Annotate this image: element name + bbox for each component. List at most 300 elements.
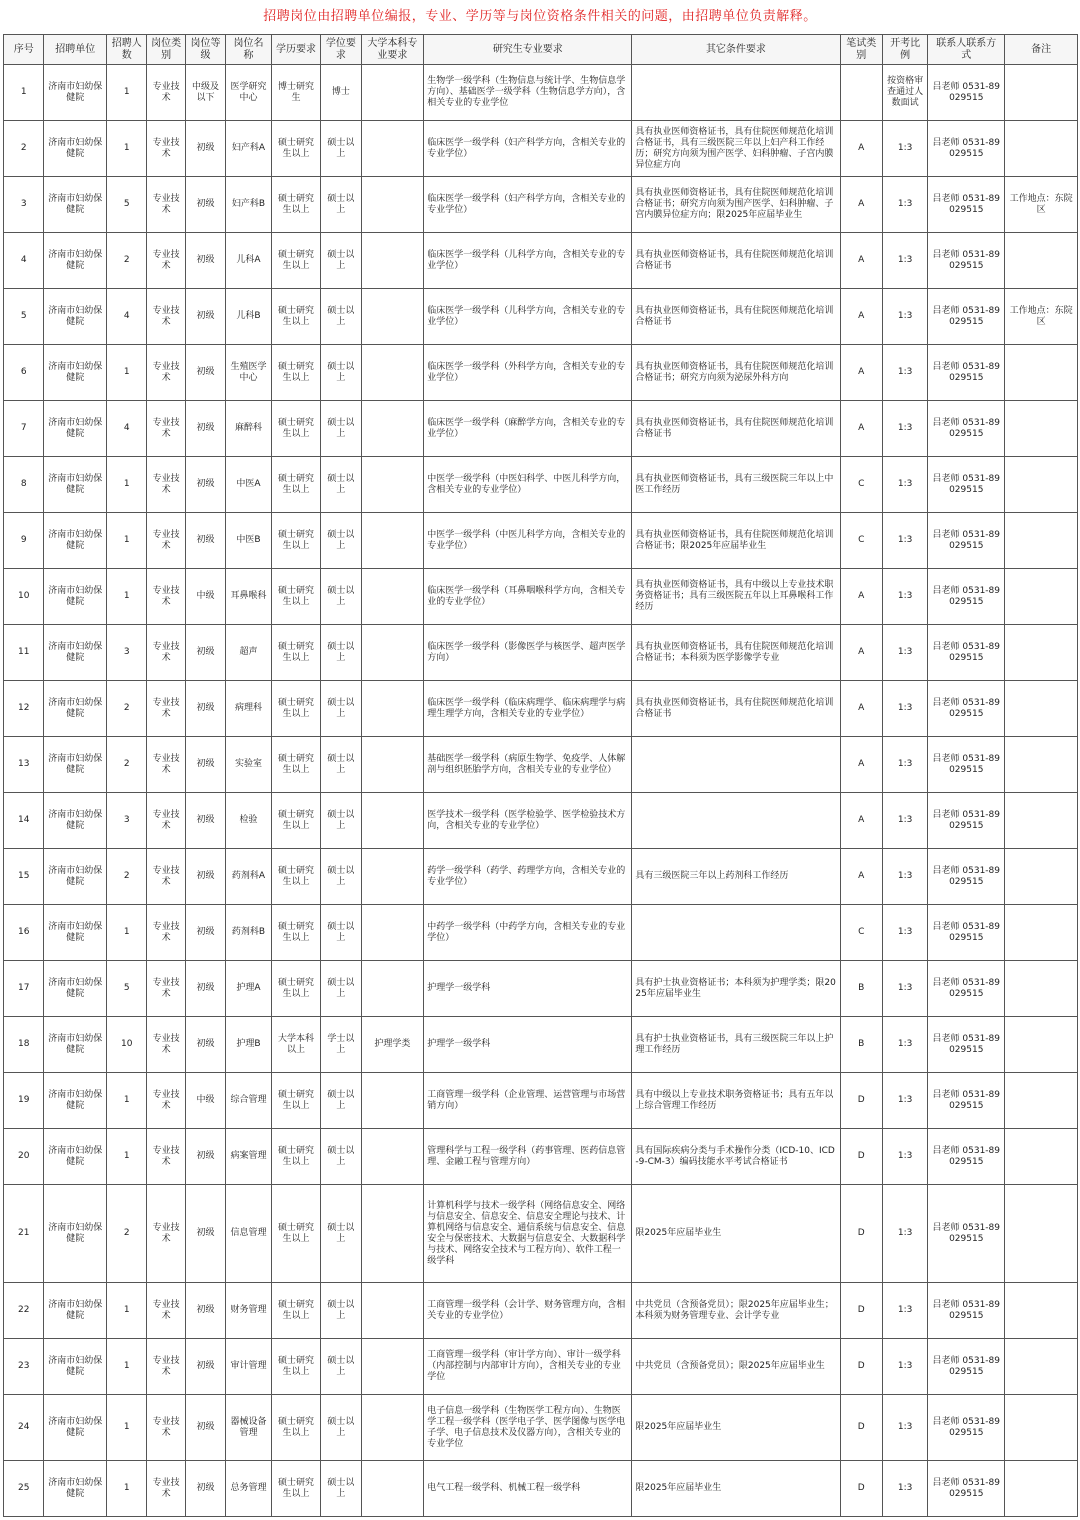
col-grade-cell: 初级	[185, 1129, 225, 1185]
col-remark-cell	[1005, 849, 1078, 905]
col-index-cell: 4	[4, 233, 44, 289]
col-degree-cell: 硕士以上	[321, 289, 361, 345]
col-unit-cell: 济南市妇幼保健院	[44, 569, 107, 625]
col-ratio-cell: 1:3	[882, 177, 927, 233]
col-exam-type-cell: C	[840, 513, 882, 569]
col-remark-cell	[1005, 457, 1078, 513]
col-contact-cell: 吕老师 0531-89029515	[928, 737, 1005, 793]
col-contact-cell: 吕老师 0531-89029515	[928, 1185, 1005, 1283]
col-category-cell: 专业技术	[147, 457, 185, 513]
col-contact-cell: 吕老师 0531-89029515	[928, 961, 1005, 1017]
col-contact-cell: 吕老师 0531-89029515	[928, 177, 1005, 233]
col-unit-header: 招聘单位	[44, 35, 107, 65]
col-undergrad-major-cell	[361, 737, 424, 793]
col-contact-cell: 吕老师 0531-89029515	[928, 849, 1005, 905]
col-undergrad-major-cell	[361, 849, 424, 905]
col-degree-cell: 硕士以上	[321, 569, 361, 625]
col-category-cell: 专业技术	[147, 1461, 185, 1517]
col-degree-cell: 硕士以上	[321, 345, 361, 401]
col-ratio-cell: 1:3	[882, 961, 927, 1017]
col-grade-cell: 初级	[185, 457, 225, 513]
table-row	[4, 233, 1078, 289]
table-row	[4, 345, 1078, 401]
col-ratio-cell: 1:3	[882, 1073, 927, 1129]
col-undergrad-major-cell	[361, 457, 424, 513]
col-unit-cell: 济南市妇幼保健院	[44, 401, 107, 457]
col-other-cell: 限2025年应届毕业生	[632, 1185, 840, 1283]
col-grade-cell: 初级	[185, 1395, 225, 1461]
col-count-cell: 2	[107, 737, 147, 793]
col-grad-major-cell: 护理学一级学科	[424, 1017, 632, 1073]
col-remark-cell: 工作地点：东院区	[1005, 177, 1078, 233]
table-row	[4, 177, 1078, 233]
col-exam-type-cell: A	[840, 233, 882, 289]
col-post-cell: 妇产科A	[226, 121, 271, 177]
col-exam-type-cell: D	[840, 1073, 882, 1129]
col-count-cell: 2	[107, 1185, 147, 1283]
col-unit-cell: 济南市妇幼保健院	[44, 345, 107, 401]
col-degree-cell: 硕士以上	[321, 1339, 361, 1395]
col-exam-type-cell: D	[840, 1283, 882, 1339]
col-ratio-header: 开考比例	[882, 35, 927, 65]
col-unit-cell: 济南市妇幼保健院	[44, 1283, 107, 1339]
col-contact-cell: 吕老师 0531-89029515	[928, 1283, 1005, 1339]
col-grad-major-cell: 计算机科学与技术一级学科（网络信息安全、网络与信息安全、信息安全、信息安全理论与技术、计算机网络与信息安全、通信系统与信息安全、信息安全与保密技术、大数据与信息安全、大数据科学与技术、网络安全技术与工程方向）、软件工程一级学科	[424, 1185, 632, 1283]
col-unit-cell: 济南市妇幼保健院	[44, 625, 107, 681]
col-other-cell: 具有执业医师资格证书，具有住院医师规范化培训合格证书	[632, 681, 840, 737]
col-grade-cell: 初级	[185, 625, 225, 681]
col-other-cell: 具有执业医师资格证书，具有住院医师规范化培训合格证书；限2025年应届毕业生	[632, 513, 840, 569]
col-grade-cell: 初级	[185, 1283, 225, 1339]
col-count-cell: 5	[107, 961, 147, 1017]
col-ratio-cell: 1:3	[882, 1461, 927, 1517]
col-ratio-cell: 1:3	[882, 1395, 927, 1461]
col-exam-type-cell: A	[840, 345, 882, 401]
col-degree-cell: 硕士以上	[321, 737, 361, 793]
col-other-cell: 具有中级以上专业技术职务资格证书；具有五年以上综合管理工作经历	[632, 1073, 840, 1129]
col-degree-cell: 硕士以上	[321, 961, 361, 1017]
col-index-cell: 9	[4, 513, 44, 569]
col-grad-major-cell: 基础医学一级学科（病原生物学、免疫学、人体解剖与组织胚胎学方向，含相关专业的专业学位）	[424, 737, 632, 793]
col-post-cell: 中医B	[226, 513, 271, 569]
col-index-cell: 8	[4, 457, 44, 513]
col-grad-major-cell: 临床医学一级学科（儿科学方向，含相关专业的专业学位）	[424, 233, 632, 289]
col-post-cell: 中医A	[226, 457, 271, 513]
col-grade-cell: 中级及以下	[185, 65, 225, 121]
col-grad-major-cell: 临床医学一级学科（耳鼻咽喉科学方向，含相关专业的专业学位）	[424, 569, 632, 625]
col-remark-cell	[1005, 345, 1078, 401]
table-row	[4, 1185, 1078, 1283]
col-ratio-cell: 1:3	[882, 233, 927, 289]
col-education-cell: 硕士研究生以上	[271, 121, 321, 177]
col-degree-cell: 硕士以上	[321, 1129, 361, 1185]
col-post-cell: 药剂科A	[226, 849, 271, 905]
col-index-cell: 2	[4, 121, 44, 177]
col-ratio-cell: 1:3	[882, 289, 927, 345]
col-exam-type-header: 笔试类别	[840, 35, 882, 65]
col-exam-type-cell: D	[840, 1395, 882, 1461]
col-degree-cell: 硕士以上	[321, 177, 361, 233]
col-degree-cell: 硕士以上	[321, 1283, 361, 1339]
col-degree-header: 学位要求	[321, 35, 361, 65]
col-grade-cell: 初级	[185, 121, 225, 177]
col-index-cell: 22	[4, 1283, 44, 1339]
col-degree-cell: 硕士以上	[321, 681, 361, 737]
col-other-cell: 具有护士执业资格证书；本科须为护理学类；限2025年应届毕业生	[632, 961, 840, 1017]
col-grad-major-cell: 药学一级学科（药学、药理学方向，含相关专业的专业学位）	[424, 849, 632, 905]
col-category-cell: 专业技术	[147, 905, 185, 961]
col-remark-cell	[1005, 401, 1078, 457]
col-degree-cell: 硕士以上	[321, 457, 361, 513]
col-exam-type-cell	[840, 65, 882, 121]
col-post-cell: 护理A	[226, 961, 271, 1017]
col-undergrad-major-cell	[361, 625, 424, 681]
col-remark-cell	[1005, 1339, 1078, 1395]
col-degree-cell: 硕士以上	[321, 793, 361, 849]
col-count-cell: 1	[107, 345, 147, 401]
col-unit-cell: 济南市妇幼保健院	[44, 1339, 107, 1395]
col-unit-cell: 济南市妇幼保健院	[44, 1395, 107, 1461]
col-education-cell: 硕士研究生以上	[271, 289, 321, 345]
col-contact-cell: 吕老师 0531-89029515	[928, 513, 1005, 569]
col-exam-type-cell: C	[840, 905, 882, 961]
col-unit-cell: 济南市妇幼保健院	[44, 1073, 107, 1129]
col-index-cell: 11	[4, 625, 44, 681]
col-unit-cell: 济南市妇幼保健院	[44, 177, 107, 233]
table-row	[4, 849, 1078, 905]
col-category-cell: 专业技术	[147, 1129, 185, 1185]
col-grade-cell: 初级	[185, 849, 225, 905]
col-count-cell: 4	[107, 289, 147, 345]
col-category-cell: 专业技术	[147, 513, 185, 569]
col-grade-cell: 初级	[185, 1339, 225, 1395]
col-contact-cell: 吕老师 0531-89029515	[928, 289, 1005, 345]
col-category-cell: 专业技术	[147, 681, 185, 737]
col-grad-major-cell: 临床医学一级学科（妇产科学方向，含相关专业的专业学位）	[424, 177, 632, 233]
col-remark-cell	[1005, 1017, 1078, 1073]
col-post-cell: 医学研究中心	[226, 65, 271, 121]
col-grad-major-cell: 中医学一级学科（中医儿科学方向，含相关专业的专业学位）	[424, 513, 632, 569]
col-post-cell: 护理B	[226, 1017, 271, 1073]
col-exam-type-cell: A	[840, 681, 882, 737]
col-undergrad-major-cell	[361, 961, 424, 1017]
col-other-cell: 限2025年应届毕业生	[632, 1395, 840, 1461]
col-unit-cell: 济南市妇幼保健院	[44, 1461, 107, 1517]
col-category-cell: 专业技术	[147, 233, 185, 289]
table-row	[4, 289, 1078, 345]
col-other-cell: 限2025年应届毕业生	[632, 1461, 840, 1517]
table-row	[4, 401, 1078, 457]
col-education-cell: 硕士研究生以上	[271, 849, 321, 905]
col-other-cell: 具有执业医师资格证书，具有三级医院三年以上中医工作经历	[632, 457, 840, 513]
col-remark-cell	[1005, 625, 1078, 681]
col-post-cell: 综合管理	[226, 1073, 271, 1129]
col-grade-cell: 初级	[185, 513, 225, 569]
col-undergrad-major-cell	[361, 177, 424, 233]
table-row	[4, 737, 1078, 793]
col-grade-cell: 初级	[185, 177, 225, 233]
col-post-cell: 总务管理	[226, 1461, 271, 1517]
col-remark-cell	[1005, 1461, 1078, 1517]
col-exam-type-cell: D	[840, 1461, 882, 1517]
col-exam-type-cell: B	[840, 961, 882, 1017]
col-undergrad-major-cell: 护理学类	[361, 1017, 424, 1073]
table-row	[4, 905, 1078, 961]
col-remark-cell	[1005, 513, 1078, 569]
col-count-cell: 1	[107, 1339, 147, 1395]
col-contact-cell: 吕老师 0531-89029515	[928, 1339, 1005, 1395]
col-grad-major-cell: 临床医学一级学科（临床病理学、临床病理学与病理生理学方向，含相关专业的专业学位）	[424, 681, 632, 737]
recruitment-table	[3, 34, 1078, 1517]
col-category-cell: 专业技术	[147, 625, 185, 681]
col-count-cell: 1	[107, 457, 147, 513]
col-count-cell: 10	[107, 1017, 147, 1073]
col-index-cell: 16	[4, 905, 44, 961]
col-other-cell: 具有执业医师资格证书，具有住院医师规范化培训合格证书	[632, 401, 840, 457]
col-degree-cell: 硕士以上	[321, 1395, 361, 1461]
col-contact-cell: 吕老师 0531-89029515	[928, 1461, 1005, 1517]
col-exam-type-cell: A	[840, 401, 882, 457]
col-unit-cell: 济南市妇幼保健院	[44, 233, 107, 289]
col-education-cell: 硕士研究生以上	[271, 681, 321, 737]
col-grad-major-cell: 管理科学与工程一级学科（药事管理、医药信息管理、金融工程与管理方向）	[424, 1129, 632, 1185]
col-unit-cell: 济南市妇幼保健院	[44, 513, 107, 569]
col-unit-cell: 济南市妇幼保健院	[44, 793, 107, 849]
col-ratio-cell: 1:3	[882, 793, 927, 849]
col-unit-cell: 济南市妇幼保健院	[44, 121, 107, 177]
col-contact-cell: 吕老师 0531-89029515	[928, 569, 1005, 625]
col-grade-cell: 初级	[185, 737, 225, 793]
col-remark-cell	[1005, 905, 1078, 961]
col-grad-major-cell: 护理学一级学科	[424, 961, 632, 1017]
col-category-cell: 专业技术	[147, 1339, 185, 1395]
col-category-cell: 专业技术	[147, 1283, 185, 1339]
col-post-cell: 麻醉科	[226, 401, 271, 457]
col-degree-cell: 硕士以上	[321, 849, 361, 905]
col-ratio-cell: 1:3	[882, 345, 927, 401]
col-degree-cell: 硕士以上	[321, 121, 361, 177]
col-grade-cell: 初级	[185, 1185, 225, 1283]
col-other-cell: 具有三级医院三年以上药剂科工作经历	[632, 849, 840, 905]
col-post-cell: 病案管理	[226, 1129, 271, 1185]
col-undergrad-major-cell	[361, 65, 424, 121]
col-remark-cell	[1005, 737, 1078, 793]
col-education-cell: 硕士研究生以上	[271, 1461, 321, 1517]
col-contact-cell: 吕老师 0531-89029515	[928, 1395, 1005, 1461]
col-category-cell: 专业技术	[147, 177, 185, 233]
col-grade-header: 岗位等级	[185, 35, 225, 65]
col-category-cell: 专业技术	[147, 569, 185, 625]
col-post-cell: 病理科	[226, 681, 271, 737]
table-row	[4, 1461, 1078, 1517]
col-exam-type-cell: A	[840, 289, 882, 345]
col-count-cell: 3	[107, 625, 147, 681]
col-unit-cell: 济南市妇幼保健院	[44, 737, 107, 793]
table-row	[4, 625, 1078, 681]
col-other-cell: 中共党员（含预备党员）；限2025年应届毕业生；本科须为财务管理专业、会计学专业	[632, 1283, 840, 1339]
col-index-cell: 6	[4, 345, 44, 401]
col-count-cell: 3	[107, 793, 147, 849]
col-count-cell: 1	[107, 121, 147, 177]
col-degree-cell: 学士以上	[321, 1017, 361, 1073]
col-degree-cell: 硕士以上	[321, 1461, 361, 1517]
col-post-cell: 生殖医学中心	[226, 345, 271, 401]
table-row	[4, 513, 1078, 569]
col-index-cell: 3	[4, 177, 44, 233]
col-index-cell: 21	[4, 1185, 44, 1283]
col-count-header: 招聘人数	[107, 35, 147, 65]
col-grad-major-cell: 临床医学一级学科（儿科学方向，含相关专业的专业学位）	[424, 289, 632, 345]
col-ratio-cell: 1:3	[882, 905, 927, 961]
col-other-header: 其它条件要求	[632, 35, 840, 65]
col-unit-cell: 济南市妇幼保健院	[44, 65, 107, 121]
col-contact-cell: 吕老师 0531-89029515	[928, 681, 1005, 737]
col-grade-cell: 中级	[185, 1073, 225, 1129]
col-count-cell: 1	[107, 1395, 147, 1461]
col-contact-cell: 吕老师 0531-89029515	[928, 233, 1005, 289]
col-count-cell: 1	[107, 513, 147, 569]
col-ratio-cell: 1:3	[882, 1017, 927, 1073]
col-grade-cell: 中级	[185, 569, 225, 625]
col-contact-cell: 吕老师 0531-89029515	[928, 1129, 1005, 1185]
col-grade-cell: 初级	[185, 681, 225, 737]
col-ratio-cell: 1:3	[882, 737, 927, 793]
col-grad-major-cell: 电子信息一级学科（生物医学工程方向）、生物医学工程一级学科（医学电子学、医学图像与医学电子学、电子信息技术及仪器方向），含相关专业的专业学位	[424, 1395, 632, 1461]
col-category-cell: 专业技术	[147, 401, 185, 457]
col-remark-header: 备注	[1005, 35, 1078, 65]
col-education-cell: 硕士研究生以上	[271, 401, 321, 457]
col-other-cell: 具有护士执业资格证书，具有三级医院三年以上护理工作经历	[632, 1017, 840, 1073]
col-category-cell: 专业技术	[147, 345, 185, 401]
col-post-cell: 实验室	[226, 737, 271, 793]
col-unit-cell: 济南市妇幼保健院	[44, 289, 107, 345]
col-exam-type-cell: A	[840, 121, 882, 177]
col-education-cell: 硕士研究生以上	[271, 1129, 321, 1185]
col-grad-major-header: 研究生专业要求	[424, 35, 632, 65]
col-index-cell: 19	[4, 1073, 44, 1129]
header-row	[4, 35, 1078, 65]
col-degree-cell: 硕士以上	[321, 233, 361, 289]
col-post-cell: 儿科A	[226, 233, 271, 289]
col-undergrad-major-cell	[361, 289, 424, 345]
col-education-cell: 硕士研究生以上	[271, 1395, 321, 1461]
col-ratio-cell: 1:3	[882, 1185, 927, 1283]
col-post-cell: 超声	[226, 625, 271, 681]
col-exam-type-cell: A	[840, 625, 882, 681]
col-category-cell: 专业技术	[147, 1395, 185, 1461]
col-post-cell: 妇产科B	[226, 177, 271, 233]
col-category-cell: 专业技术	[147, 737, 185, 793]
col-exam-type-cell: A	[840, 569, 882, 625]
col-count-cell: 5	[107, 177, 147, 233]
col-unit-cell: 济南市妇幼保健院	[44, 1185, 107, 1283]
col-category-cell: 专业技术	[147, 1017, 185, 1073]
col-education-cell: 硕士研究生以上	[271, 1339, 321, 1395]
col-ratio-cell: 1:3	[882, 625, 927, 681]
col-index-cell: 12	[4, 681, 44, 737]
col-education-cell: 硕士研究生以上	[271, 625, 321, 681]
col-education-cell: 硕士研究生以上	[271, 905, 321, 961]
col-count-cell: 1	[107, 1461, 147, 1517]
col-other-cell: 具有执业医师资格证书，具有住院医师规范化培训合格证书；研究方向须为围产医学、妇科肿瘤、子宫内膜异位症方向；限2025年应届毕业生	[632, 177, 840, 233]
table-row	[4, 1129, 1078, 1185]
col-degree-cell: 硕士以上	[321, 513, 361, 569]
col-index-header: 序号	[4, 35, 44, 65]
col-undergrad-major-cell	[361, 1073, 424, 1129]
col-unit-cell: 济南市妇幼保健院	[44, 457, 107, 513]
col-category-cell: 专业技术	[147, 1185, 185, 1283]
col-count-cell: 1	[107, 1283, 147, 1339]
col-education-cell: 硕士研究生以上	[271, 793, 321, 849]
col-post-cell: 信息管理	[226, 1185, 271, 1283]
col-unit-cell: 济南市妇幼保健院	[44, 849, 107, 905]
col-post-cell: 检验	[226, 793, 271, 849]
col-category-cell: 专业技术	[147, 121, 185, 177]
col-ratio-cell: 1:3	[882, 457, 927, 513]
col-grade-cell: 初级	[185, 233, 225, 289]
col-post-cell: 器械设备管理	[226, 1395, 271, 1461]
col-remark-cell	[1005, 1185, 1078, 1283]
col-index-cell: 5	[4, 289, 44, 345]
col-other-cell: 具有执业医师资格证书，具有住院医师规范化培训合格证书；本科须为医学影像学专业	[632, 625, 840, 681]
col-remark-cell	[1005, 961, 1078, 1017]
col-undergrad-major-cell	[361, 233, 424, 289]
col-remark-cell	[1005, 681, 1078, 737]
col-grad-major-cell: 工商管理一级学科（审计学方向）、审计一级学科（内部控制与内部审计方向），含相关专业的专业学位	[424, 1339, 632, 1395]
col-contact-cell: 吕老师 0531-89029515	[928, 1073, 1005, 1129]
col-other-cell: 具有执业医师资格证书，具有住院医师规范化培训合格证书	[632, 289, 840, 345]
col-degree-cell: 博士	[321, 65, 361, 121]
col-ratio-cell: 1:3	[882, 1283, 927, 1339]
col-index-cell: 7	[4, 401, 44, 457]
col-remark-cell	[1005, 1283, 1078, 1339]
col-exam-type-cell: D	[840, 1339, 882, 1395]
col-post-cell: 财务管理	[226, 1283, 271, 1339]
col-degree-cell: 硕士以上	[321, 1073, 361, 1129]
col-grad-major-cell: 医学技术一级学科（医学检验学、医学检验技术方向，含相关专业的专业学位）	[424, 793, 632, 849]
col-education-cell: 硕士研究生以上	[271, 513, 321, 569]
col-grade-cell: 初级	[185, 961, 225, 1017]
col-education-header: 学历要求	[271, 35, 321, 65]
col-exam-type-cell: A	[840, 793, 882, 849]
table-row	[4, 1339, 1078, 1395]
col-undergrad-major-cell	[361, 1395, 424, 1461]
col-count-cell: 2	[107, 849, 147, 905]
col-education-cell: 硕士研究生以上	[271, 1073, 321, 1129]
table-row	[4, 569, 1078, 625]
col-undergrad-major-cell	[361, 1185, 424, 1283]
col-grad-major-cell: 临床医学一级学科（影像医学与核医学、超声医学方向）	[424, 625, 632, 681]
col-post-cell: 儿科B	[226, 289, 271, 345]
col-grade-cell: 初级	[185, 793, 225, 849]
col-remark-cell	[1005, 1129, 1078, 1185]
col-grad-major-cell: 中药学一级学科（中药学方向，含相关专业的专业学位）	[424, 905, 632, 961]
col-education-cell: 博士研究生	[271, 65, 321, 121]
col-count-cell: 1	[107, 569, 147, 625]
col-grade-cell: 初级	[185, 401, 225, 457]
col-grad-major-cell: 临床医学一级学科（外科学方向，含相关专业的专业学位）	[424, 345, 632, 401]
col-contact-cell: 吕老师 0531-89029515	[928, 345, 1005, 401]
col-grade-cell: 初级	[185, 905, 225, 961]
col-index-cell: 23	[4, 1339, 44, 1395]
col-exam-type-cell: A	[840, 177, 882, 233]
col-count-cell: 1	[107, 905, 147, 961]
col-ratio-cell: 1:3	[882, 121, 927, 177]
col-unit-cell: 济南市妇幼保健院	[44, 961, 107, 1017]
notice-banner: 招聘岗位由招聘单位编报，专业、学历等与岗位资格条件相关的问题，由招聘单位负责解释。	[263, 9, 817, 24]
col-undergrad-major-cell	[361, 345, 424, 401]
col-degree-cell: 硕士以上	[321, 401, 361, 457]
